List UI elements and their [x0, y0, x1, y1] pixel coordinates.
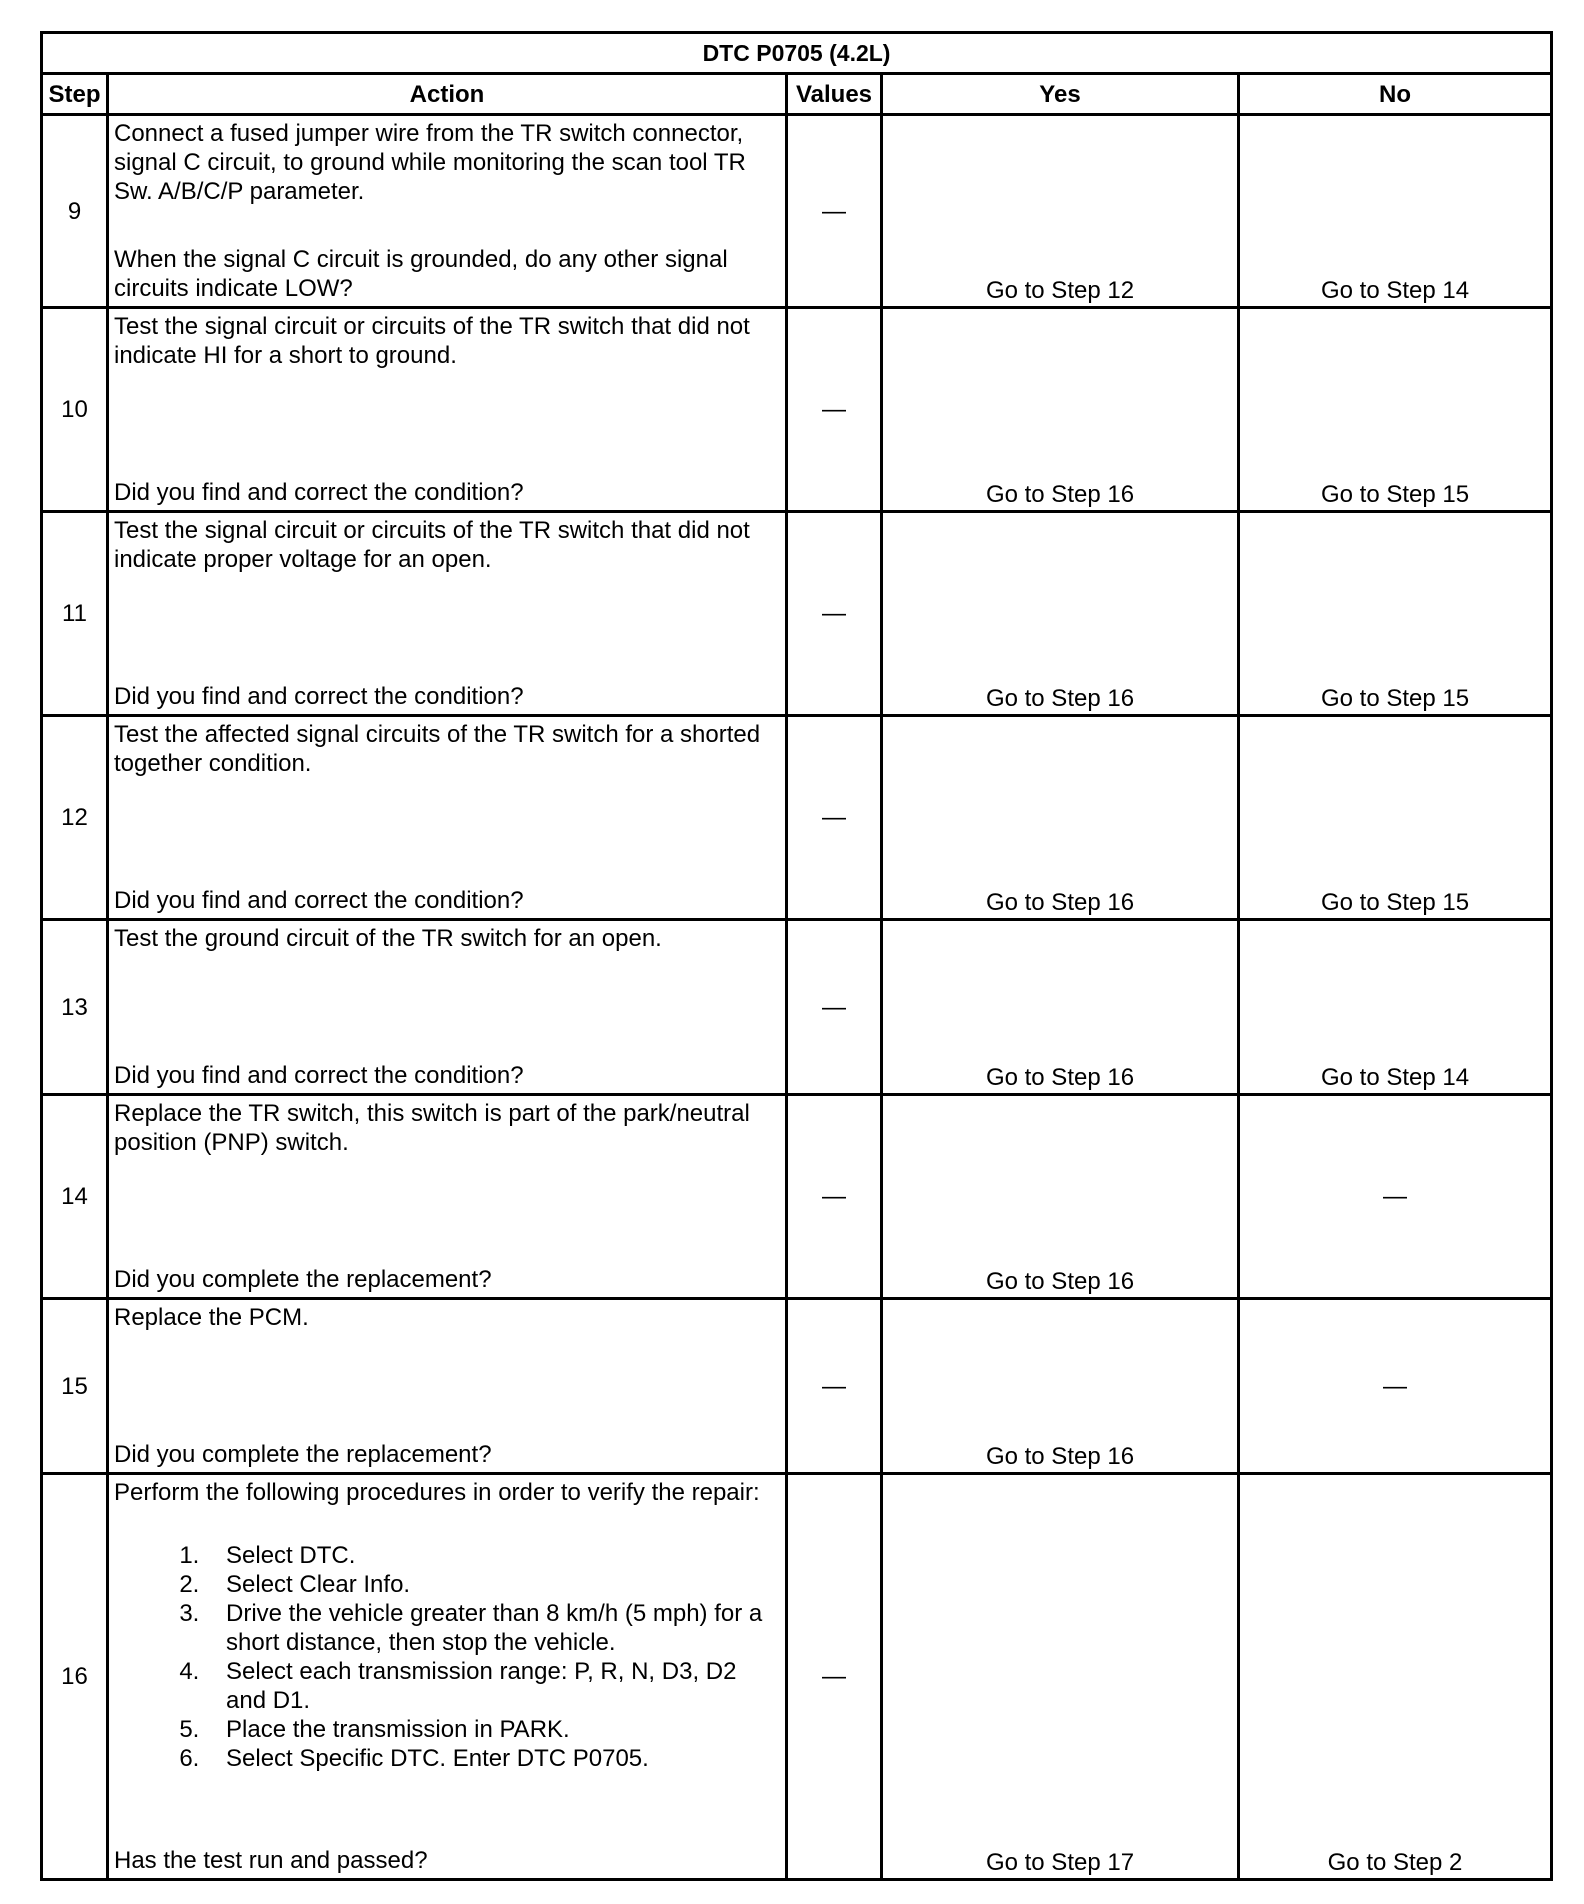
header-no: No	[1239, 74, 1552, 115]
no-result	[1239, 920, 1552, 1095]
no-result	[1239, 308, 1552, 512]
step-number: 10	[42, 308, 108, 512]
action-question: Did you complete the replacement?	[114, 1266, 492, 1293]
table-row	[42, 716, 1552, 920]
action-question: Did you find and correct the condition?	[114, 887, 524, 914]
yes-result-text: Go to Step 12	[985, 277, 1135, 304]
step-number: 14	[42, 1095, 108, 1299]
action-text: Connect a fused jumper wire from the TR switch connector, signal C circuit, to ground while monitoring the scan tool TR Sw. A/B/C/P parameter.	[114, 120, 746, 205]
action-cell	[108, 1474, 787, 1880]
action-cell	[108, 920, 787, 1095]
yes-result-text: Go to Step 16	[985, 889, 1135, 916]
yes-result	[882, 1474, 1239, 1880]
procedure-item: 2. Select Clear Info.	[206, 1570, 779, 1599]
action-text: Replace the PCM.	[114, 1304, 309, 1331]
yes-result	[882, 920, 1239, 1095]
yes-result-text: Go to Step 16	[985, 1443, 1135, 1470]
action-cell	[108, 115, 787, 308]
table-row	[42, 1095, 1552, 1299]
no-result	[1239, 1474, 1552, 1880]
step-number: 12	[42, 716, 108, 920]
procedure-list	[114, 1541, 779, 1773]
action-question: Has the test run and passed?	[114, 1847, 428, 1874]
action-text: Test the signal circuit or circuits of the TR switch that did not indicate HI for a short to ground.	[114, 313, 750, 369]
yes-result	[882, 1299, 1239, 1474]
action-cell	[108, 1095, 787, 1299]
procedure-item: 6. Select Specific DTC. Enter DTC P0705.	[206, 1744, 779, 1773]
diagnostic-table	[40, 31, 1553, 1881]
yes-result	[882, 308, 1239, 512]
header-step: Step	[42, 74, 108, 115]
yes-result-text: Go to Step 16	[985, 1268, 1135, 1295]
action-cell	[108, 1299, 787, 1474]
action-question: Did you find and correct the condition?	[114, 1062, 524, 1089]
no-result-text: Go to Step 14	[1320, 277, 1470, 304]
values-cell: —	[787, 716, 882, 920]
action-question: When the signal C circuit is grounded, do any other signal circuits indicate LOW?	[114, 246, 728, 302]
values-cell: —	[787, 1095, 882, 1299]
procedure-item: 4. Select each transmission range: P, R, N, D3, D2 and D1.	[206, 1657, 779, 1715]
action-cell	[108, 512, 787, 716]
action-text: Perform the following procedures in order to verify the repair:	[114, 1479, 760, 1506]
table-row	[42, 115, 1552, 308]
yes-result	[882, 1095, 1239, 1299]
yes-result-text: Go to Step 16	[985, 481, 1135, 508]
values-cell: —	[787, 920, 882, 1095]
table-row	[42, 920, 1552, 1095]
table-title: DTC P0705 (4.2L)	[42, 33, 1552, 74]
table-row	[42, 512, 1552, 716]
values-cell: —	[787, 1299, 882, 1474]
yes-result	[882, 716, 1239, 920]
table-row	[42, 1474, 1552, 1880]
no-result: —	[1239, 1299, 1552, 1474]
no-result	[1239, 512, 1552, 716]
action-question: Did you complete the replacement?	[114, 1441, 492, 1468]
table-row	[42, 1299, 1552, 1474]
action-text: Replace the TR switch, this switch is part of the park/neutral position (PNP) switch.	[114, 1100, 750, 1156]
action-text: Test the ground circuit of the TR switch for an open.	[114, 925, 662, 952]
no-result	[1239, 716, 1552, 920]
action-question: Did you find and correct the condition?	[114, 683, 524, 710]
no-result: —	[1239, 1095, 1552, 1299]
step-number: 16	[42, 1474, 108, 1880]
action-cell	[108, 716, 787, 920]
header-values: Values	[787, 74, 882, 115]
no-result-text: Go to Step 15	[1320, 481, 1470, 508]
yes-result-text: Go to Step 16	[985, 1064, 1135, 1091]
header-action: Action	[108, 74, 787, 115]
action-question: Did you find and correct the condition?	[114, 479, 524, 506]
action-cell	[108, 308, 787, 512]
step-number: 15	[42, 1299, 108, 1474]
step-number: 13	[42, 920, 108, 1095]
action-text: Test the affected signal circuits of the TR switch for a shorted together condition.	[114, 721, 761, 777]
step-number: 9	[42, 115, 108, 308]
table-row	[42, 308, 1552, 512]
yes-result-text: Go to Step 17	[985, 1849, 1135, 1876]
no-result-text: Go to Step 15	[1320, 685, 1470, 712]
values-cell: —	[787, 115, 882, 308]
no-result-text: Go to Step 14	[1320, 1064, 1470, 1091]
header-yes: Yes	[882, 74, 1239, 115]
procedure-item: 5. Place the transmission in PARK.	[206, 1715, 779, 1744]
step-number: 11	[42, 512, 108, 716]
values-cell: —	[787, 512, 882, 716]
no-result-text: Go to Step 2	[1327, 1849, 1463, 1876]
procedure-item: 3. Drive the vehicle greater than 8 km/h (5 mph) for a short distance, then stop the vehicle.	[206, 1599, 779, 1657]
procedure-item: 1. Select DTC.	[206, 1541, 779, 1570]
yes-result-text: Go to Step 16	[985, 685, 1135, 712]
action-text: Test the signal circuit or circuits of the TR switch that did not indicate proper voltage for an open.	[114, 517, 750, 573]
yes-result	[882, 512, 1239, 716]
values-cell: —	[787, 308, 882, 512]
values-cell: —	[787, 1474, 882, 1880]
no-result	[1239, 115, 1552, 308]
no-result-text: Go to Step 15	[1320, 889, 1470, 916]
yes-result	[882, 115, 1239, 308]
